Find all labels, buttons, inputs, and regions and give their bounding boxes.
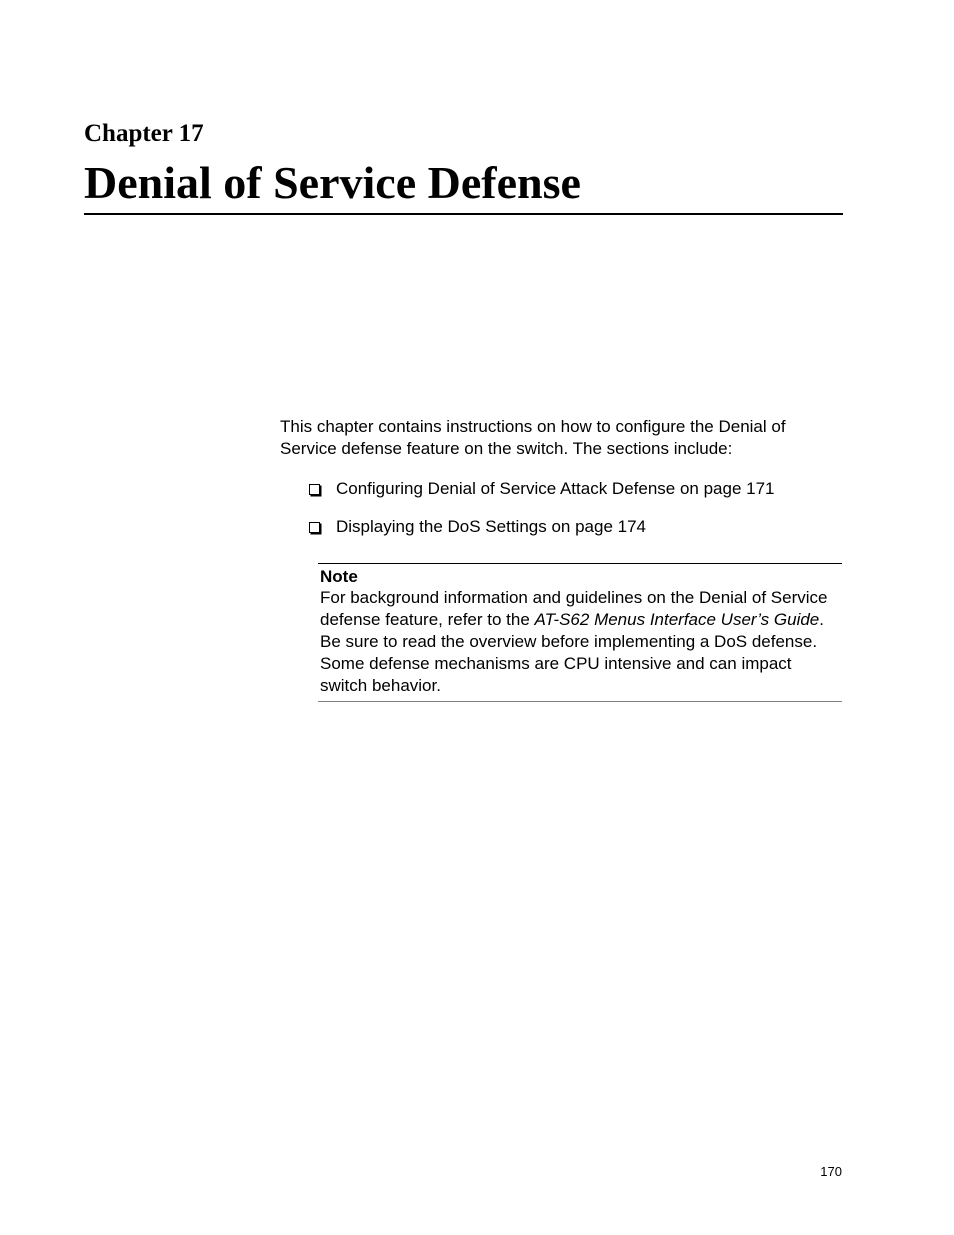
list-item: [308, 478, 775, 500]
intro-paragraph: This chapter contains instructions on how to configure the Denial of Service defense feature on the switch. The sections include:: [280, 417, 786, 458]
list-item: [308, 516, 775, 538]
note-text-after: . Be sure to read the overview before implementing a DoS defense. Some defense mechanisms are CPU intensive and can impact switch behavior.: [320, 610, 824, 695]
checkbox-icon: [309, 522, 320, 533]
note-block: [318, 563, 842, 702]
note-heading: Note: [320, 567, 358, 586]
note-text: [320, 587, 842, 697]
chapter-title: Denial of Service Defense: [84, 157, 581, 208]
title-rule: [84, 213, 843, 215]
chapter-label: Chapter 17: [84, 120, 204, 147]
section-link-configuring-dos[interactable]: Configuring Denial of Service Attack Defense on page 171: [336, 479, 775, 498]
page-number: 170: [820, 1164, 842, 1179]
note-text-before: For background information and guidelines on the Denial of Service defense feature, refer to the: [320, 588, 828, 629]
guide-title: AT-S62 Menus Interface User’s Guide: [534, 610, 820, 629]
section-link-displaying-dos[interactable]: Displaying the DoS Settings on page 174: [336, 517, 646, 536]
checkbox-icon: [309, 484, 320, 495]
section-list: [308, 478, 775, 554]
